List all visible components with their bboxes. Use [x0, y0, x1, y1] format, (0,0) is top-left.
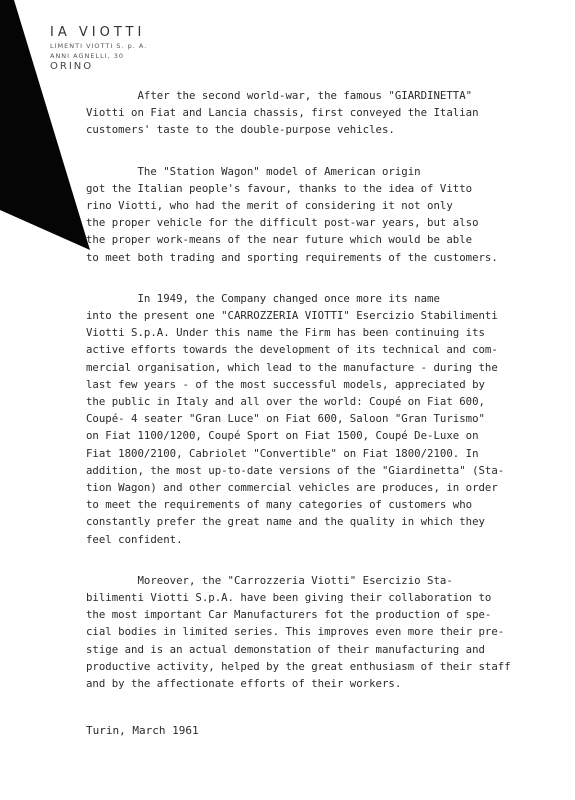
- paragraph-line: the proper work-means of the near future which would be able: [86, 233, 473, 247]
- paragraph-line: Viotti S.p.A. Under this name the Firm has been continuing its: [86, 326, 485, 340]
- paragraph-line: bilimenti Viotti S.p.A. have been giving their collaboration to: [86, 591, 492, 605]
- letter-body: [86, 87, 526, 716]
- paragraph-line: tion Wagon) and other commercial vehicles are produces, in order: [86, 481, 498, 495]
- paragraph-line: Fiat 1800/2100, Cabriolet "Convertible" on Fiat 1800/2100. In: [86, 446, 479, 460]
- paragraph-line: got the Italian people's favour, thanks to the idea of Vitto: [86, 181, 473, 195]
- paragraph-2: [86, 163, 526, 266]
- paragraph-line: last few years - of the most successful models, appreciated by: [86, 377, 485, 391]
- paragraph-3: [86, 290, 526, 548]
- paragraph-line: The "Station Wagon" model of American origin: [86, 164, 421, 178]
- paragraph-1: [86, 87, 526, 139]
- paragraph-line: Viotti on Fiat and Lancia chassis, first conveyed the Italian: [86, 106, 479, 120]
- paragraph-line: on Fiat 1100/1200, Coupé Sport on Fiat 1500, Coupé De-Luxe on: [86, 429, 479, 443]
- paragraph-line: into the present one "CARROZZERIA VIOTTI" Esercizio Stabilimenti: [86, 309, 498, 323]
- paragraph-line: active efforts towards the development of its technical and com-: [86, 343, 498, 357]
- paragraph-line: rino Viotti, who had the merit of considering it not only: [86, 199, 453, 213]
- paragraph-line: feel confident.: [86, 532, 183, 546]
- paragraph-line: the most important Car Manufacturers fot the production of spe-: [86, 608, 492, 622]
- paragraph-line: the public in Italy and all over the world: Coupé on Fiat 600,: [86, 395, 485, 409]
- paragraph-line: Coupé- 4 seater "Gran Luce" on Fiat 600, Saloon "Gran Turismo": [86, 412, 485, 426]
- paragraph-line: cial bodies in limited series. This improves even more their pre-: [86, 625, 505, 639]
- paragraph-line: constantly prefer the great name and the quality in which they: [86, 515, 485, 529]
- paragraph-4: [86, 572, 526, 692]
- paragraph-line: to meet both trading and sporting requirements of the customers.: [86, 250, 498, 264]
- letterhead-address: ANNI AGNELLI, 30: [50, 51, 125, 60]
- paragraph-line: After the second world-war, the famous "GIARDINETTA": [86, 89, 473, 102]
- paragraph-line: and by the affectionate efforts of their workers.: [86, 677, 402, 691]
- letterhead-company-name: IA VIOTTI: [50, 25, 146, 40]
- letterhead: [50, 26, 147, 72]
- paragraph-line: mercial organisation, which lead to the manufacture - during the: [86, 360, 498, 374]
- paragraph-line: the proper vehicle for the difficult post-war years, but also: [86, 216, 479, 230]
- letterhead-city: ORINO: [50, 61, 94, 72]
- paragraph-line: In 1949, the Company changed once more its name: [86, 291, 440, 305]
- date-signature: Turin, March 1961: [86, 724, 199, 737]
- letterhead-company-line: LIMENTI VIOTTI S. p. A.: [50, 42, 148, 50]
- paragraph-line: addition, the most up-to-date versions of the "Giardinetta" (Sta-: [86, 463, 505, 477]
- paragraph-line: productive activity, helped by the great enthusiasm of their staff: [86, 659, 511, 673]
- paragraph-line: customers' taste to the double-purpose vehicles.: [86, 123, 395, 137]
- paragraph-line: to meet the requirements of many categories of customers who: [86, 498, 473, 512]
- paragraph-line: stige and is an actual demonstation of their manufacturing and: [86, 642, 485, 656]
- paragraph-line: Moreover, the "Carrozzeria Viotti" Esercizio Sta-: [86, 573, 453, 587]
